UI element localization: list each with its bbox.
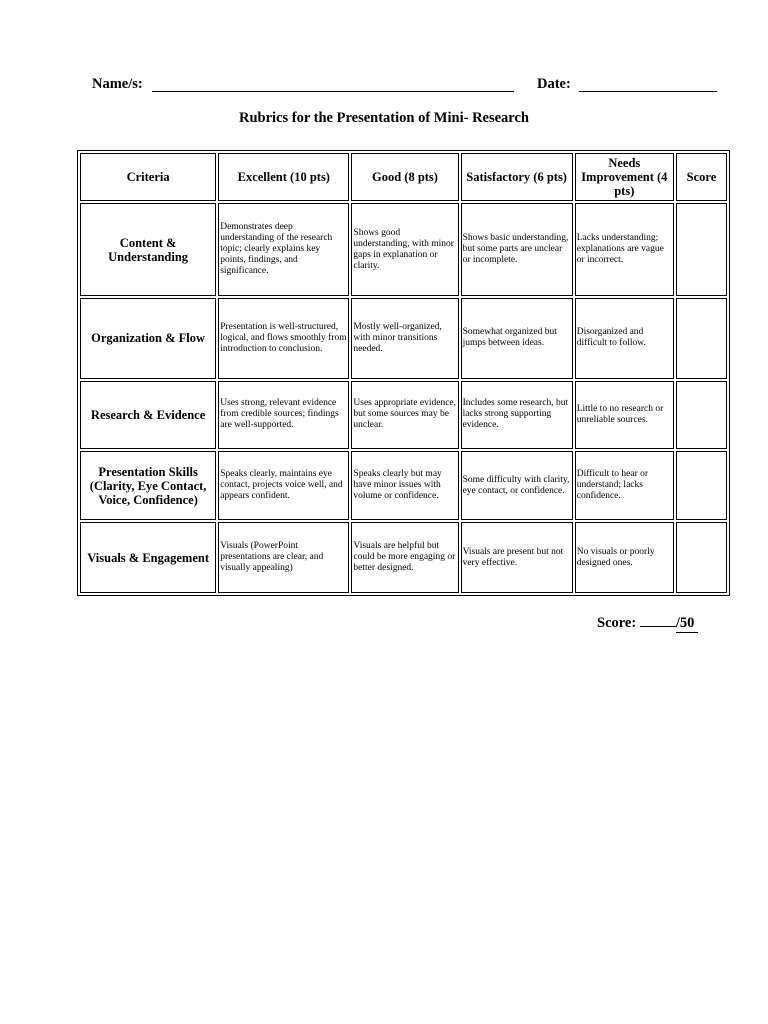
excellent-cell: Demonstrates deep understanding of the research topic; clearly explains key points, findings, and significance. bbox=[218, 203, 349, 296]
table-row bbox=[80, 298, 727, 379]
score-cell[interactable] bbox=[676, 451, 727, 520]
column-header-score: Score bbox=[676, 153, 727, 201]
column-header-satisfactory: Satisfactory (6 pts) bbox=[461, 153, 573, 201]
name-blank-line[interactable] bbox=[152, 76, 514, 92]
needs-improvement-cell: Difficult to hear or understand; lacks confidence. bbox=[575, 451, 674, 520]
good-cell: Shows good understanding, with minor gaps in explanation or clarity. bbox=[351, 203, 458, 296]
column-header-needs-improvement: Needs Improvement (4 pts) bbox=[575, 153, 674, 201]
table-row bbox=[80, 203, 727, 296]
criteria-cell: Organization & Flow bbox=[80, 298, 216, 379]
good-cell: Visuals are helpful but could be more engaging or better designed. bbox=[351, 522, 458, 593]
excellent-cell: Visuals (PowerPoint presentations are clear, and visually appealing) bbox=[218, 522, 349, 593]
column-header-excellent: Excellent (10 pts) bbox=[218, 153, 349, 201]
good-cell: Mostly well-organized, with minor transitions needed. bbox=[351, 298, 458, 379]
name-label: Name/s: bbox=[92, 76, 143, 92]
table-header-row bbox=[80, 153, 727, 201]
satisfactory-cell: Shows basic understanding, but some parts are unclear or incomplete. bbox=[461, 203, 573, 296]
needs-improvement-cell: Disorganized and difficult to follow. bbox=[575, 298, 674, 379]
satisfactory-cell: Some difficulty with clarity, eye contact, or confidence. bbox=[461, 451, 573, 520]
satisfactory-cell: Includes some research, but lacks strong supporting evidence. bbox=[461, 381, 573, 449]
needs-improvement-cell: No visuals or poorly designed ones. bbox=[575, 522, 674, 593]
score-cell[interactable] bbox=[676, 203, 727, 296]
score-cell[interactable] bbox=[676, 522, 727, 593]
good-cell: Uses appropriate evidence, but some sources may be unclear. bbox=[351, 381, 458, 449]
score-total: /50 bbox=[676, 615, 699, 633]
criteria-cell: Visuals & Engagement bbox=[80, 522, 216, 593]
criteria-cell: Research & Evidence bbox=[80, 381, 216, 449]
score-cell[interactable] bbox=[676, 381, 727, 449]
criteria-cell: Presentation Skills (Clarity, Eye Contact, Voice, Confidence) bbox=[80, 451, 216, 520]
excellent-cell: Presentation is well-structured, logical, and flows smoothly from introduction to conclusion. bbox=[218, 298, 349, 379]
column-header-criteria: Criteria bbox=[80, 153, 216, 201]
excellent-cell: Uses strong, relevant evidence from credible sources; findings are well-supported. bbox=[218, 381, 349, 449]
score-cell[interactable] bbox=[676, 298, 727, 379]
date-blank-line[interactable] bbox=[579, 76, 717, 92]
table-row bbox=[80, 451, 727, 520]
satisfactory-cell: Somewhat organized but jumps between ideas. bbox=[461, 298, 573, 379]
table-row bbox=[80, 522, 727, 593]
excellent-cell: Speaks clearly, maintains eye contact, projects voice well, and appears confident. bbox=[218, 451, 349, 520]
total-score-line bbox=[597, 612, 698, 633]
needs-improvement-cell: Little to no research or unreliable sources. bbox=[575, 381, 674, 449]
table-row bbox=[80, 381, 727, 449]
date-label: Date: bbox=[537, 76, 571, 92]
rubric-table bbox=[78, 151, 729, 595]
score-label: Score: bbox=[597, 615, 637, 631]
score-blank-line[interactable] bbox=[640, 612, 676, 627]
document-title: Rubrics for the Presentation of Mini- Research bbox=[239, 110, 529, 126]
satisfactory-cell: Visuals are present but not very effective. bbox=[461, 522, 573, 593]
header-line bbox=[92, 76, 732, 96]
rubric-table-frame bbox=[77, 150, 730, 596]
good-cell: Speaks clearly but may have minor issues with volume or confidence. bbox=[351, 451, 458, 520]
criteria-cell: Content & Understanding bbox=[80, 203, 216, 296]
needs-improvement-cell: Lacks understanding; explanations are vague or incorrect. bbox=[575, 203, 674, 296]
column-header-good: Good (8 pts) bbox=[351, 153, 458, 201]
